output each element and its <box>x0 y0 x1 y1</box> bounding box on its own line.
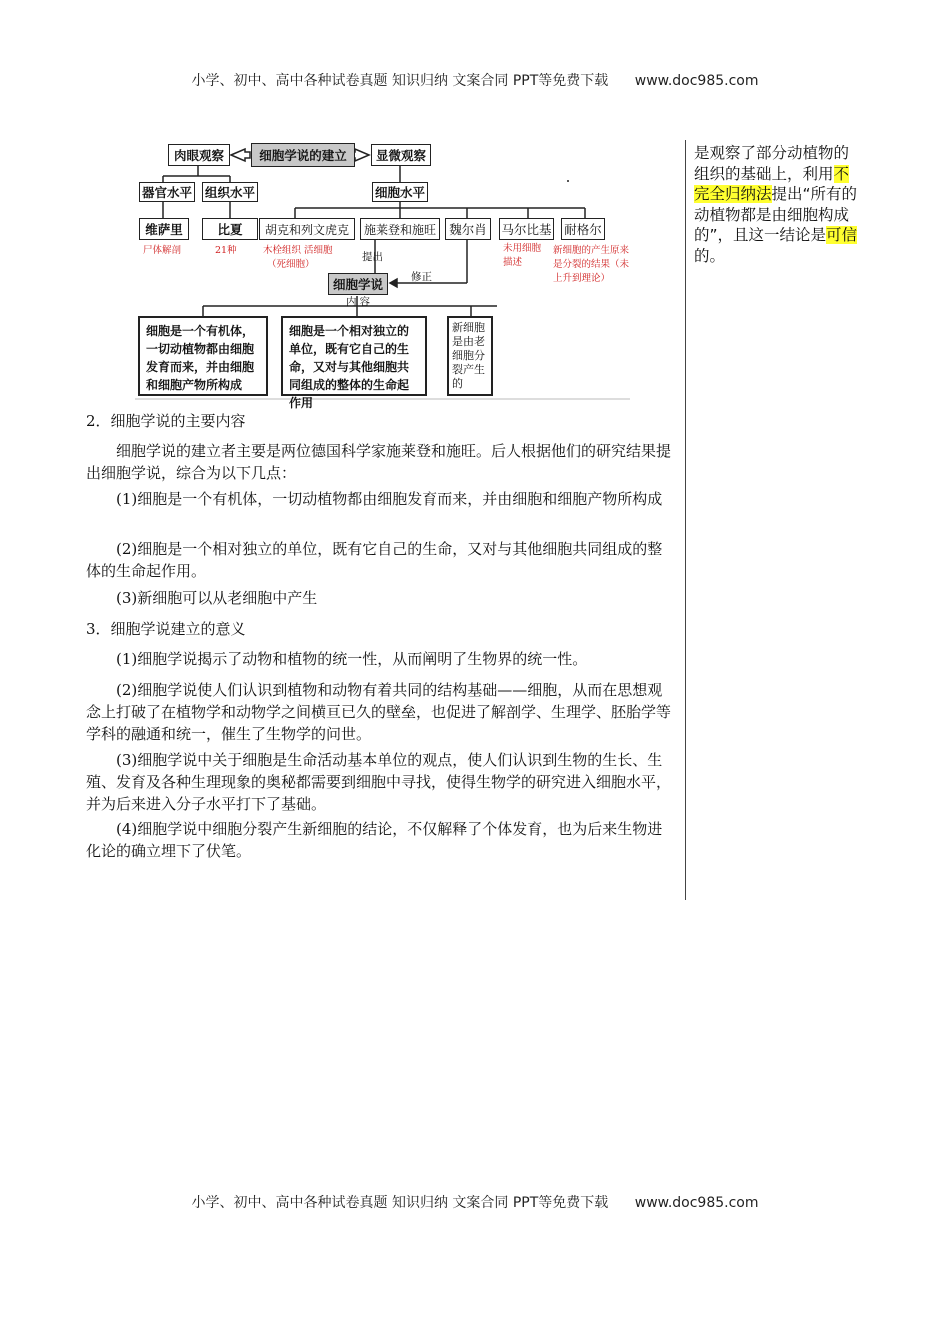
side-text-a: 是观察了部分动植物的组织的基础上，利用 <box>694 144 850 183</box>
box-naegeli: 耐格尔 <box>561 218 605 240</box>
footer-text: 小学、初中、高中各种试卷真题 知识归纳 文案合同 PPT等免费下载 <box>191 1195 609 1211</box>
label-revise: 修正 <box>411 271 432 283</box>
note-bichat: 21种 <box>215 245 237 256</box>
page-header <box>0 70 950 90</box>
column-divider <box>685 140 686 900</box>
header-text: 小学、初中、高中各种试卷真题 知识归纳 文案合同 PPT等免费下载 <box>191 73 609 89</box>
note-naegeli: 新细胞的产生原来是分裂的结果（未上升到理论） <box>553 245 630 284</box>
side-note <box>694 143 864 266</box>
content-box-1: 细胞是一个有机体，一切动植物都由细胞发育而来，并由细胞和细胞产物所构成 <box>138 316 268 396</box>
sec2-title: 2．细胞学说的主要内容 <box>86 412 246 430</box>
sec3-p1: (1)细胞学说揭示了动物和植物的统一性，从而阐明了生物界的统一性。 <box>116 650 588 668</box>
box-hooke-leeuwenhoek: 胡克和列文虎克 <box>259 218 355 240</box>
box-bichat: 比夏 <box>202 218 258 240</box>
header-site[interactable]: www.doc985.com <box>634 73 759 89</box>
sec2-p3: (3)新细胞可以从老细胞中产生 <box>116 589 318 607</box>
box-eye-observation: 肉眼观察 <box>168 144 230 166</box>
page-footer <box>0 1192 950 1212</box>
box-malpighi: 马尔比基 <box>499 218 554 240</box>
content-box-2: 细胞是一个相对独立的单位，既有它自己的生命，又对与其他细胞共同组成的整体的生命起作用 <box>281 316 427 396</box>
label-propose: 提出 <box>362 251 383 263</box>
side-highlight-method: 不完全归纳法 <box>694 164 850 203</box>
footer-site[interactable]: www.doc985.com <box>634 1195 759 1211</box>
sec3-p2: (2)细胞学说使人们认识到植物和动物有着共同的结构基础——细胞，从而在思想观念上打破了在植物学和动物学之间横亘已久的壁垒，也促进了解剖学、生理学、胚胎学等学科的融通和统一，催生了生物学的问世。 <box>86 681 672 743</box>
content-box-3: 新细胞是由老细胞分裂产生的 <box>447 316 493 396</box>
sec3-p4: (4)细胞学说中细胞分裂产生新细胞的结论，不仅解释了个体发育，也为后来生物进化论的确立埋下了伏笔。 <box>86 820 663 860</box>
note-vesalius: 尸体解剖 <box>143 245 182 256</box>
side-highlight-credible: 可信 <box>826 226 858 244</box>
box-vesalius: 维萨里 <box>139 218 189 240</box>
cell-theory-diagram <box>135 138 630 410</box>
sec2-intro: 细胞学说的建立者主要是两位德国科学家施莱登和施旺。后人根据他们的研究结果提出细胞学说，综合为以下几点： <box>86 442 672 482</box>
box-virchow: 魏尔肖 <box>445 218 491 240</box>
side-text-c: 的。 <box>694 246 726 265</box>
side-text-b: 提出“所有的动植物都是由细胞构成的”，且这一结论是 <box>694 185 858 244</box>
box-schleiden-schwann: 施莱登和施旺 <box>360 218 440 240</box>
box-tissue-level: 组织水平 <box>202 182 258 202</box>
note-hooke-1: 木栓组织 活细胞 <box>263 245 333 256</box>
sec3-title: 3．细胞学说建立的意义 <box>86 620 246 638</box>
sec3-p3: (3)细胞学说中关于细胞是生命活动基本单位的观点，使人们认识到生物的生长、生殖、发育及各种生理现象的奥秘都需要到细胞中寻找，使得生物学的研究进入细胞水平，并为后来进入分子水平打下了基础。 <box>86 751 672 813</box>
label-content: 内容 <box>346 296 373 308</box>
box-micro-observation: 显微观察 <box>371 144 431 166</box>
sec2-p1: (1)细胞是一个有机体，一切动植物都由细胞发育而来，并由细胞和细胞产物所构成 <box>116 490 663 508</box>
box-cell-theory: 细胞学说 <box>328 273 388 295</box>
note-malpighi: 未用细胞描述 <box>503 243 542 268</box>
box-cell-level: 细胞水平 <box>372 182 428 202</box>
box-cell-theory-founding: 细胞学说的建立 <box>251 143 355 167</box>
note-hooke-2: （死细胞） <box>267 259 315 270</box>
box-organ-level: 器官水平 <box>139 182 195 202</box>
sec2-p2: (2)细胞是一个相对独立的单位，既有它自己的生命，又对与其他细胞共同组成的整体的生命起作用。 <box>86 540 663 580</box>
